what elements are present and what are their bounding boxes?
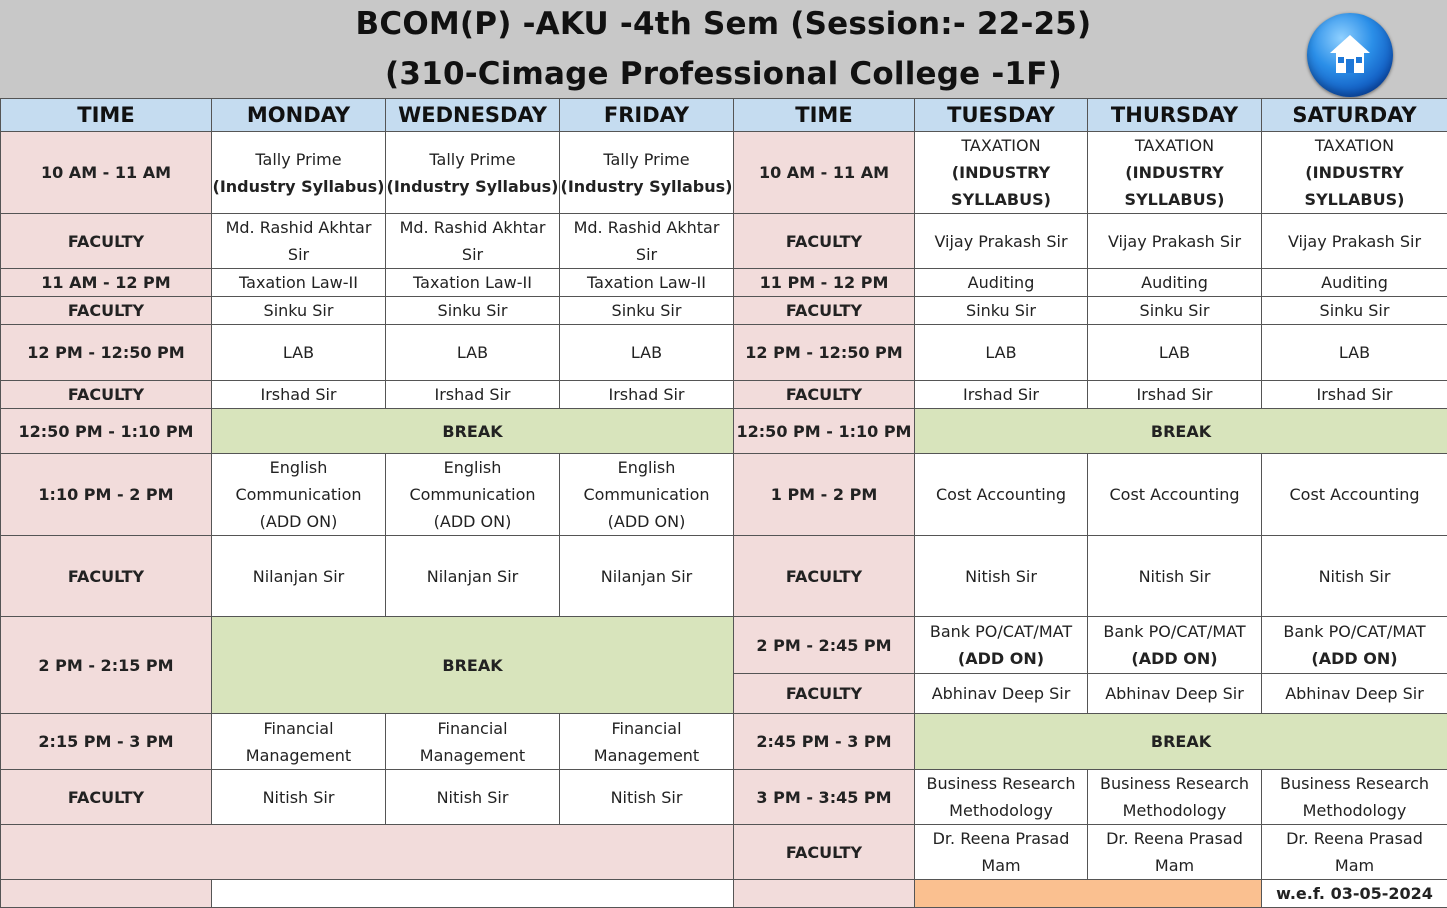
time-cell: 2 PM - 2:15 PM <box>1 617 212 714</box>
faculty-cell: Abhinav Deep Sir <box>1262 674 1447 714</box>
faculty-cell: Irshad Sir <box>212 381 386 409</box>
faculty-cell: Dr. Reena Prasad Mam <box>1088 825 1262 880</box>
subject-cell: LAB <box>1262 325 1447 381</box>
faculty-label: FACULTY <box>734 214 915 269</box>
faculty-label: FACULTY <box>734 674 915 714</box>
time-cell: 11 PM - 12 PM <box>734 269 915 297</box>
col-header-time: TIME <box>1 99 212 132</box>
faculty-cell: Irshad Sir <box>560 381 734 409</box>
col-header-time-right: TIME <box>734 99 915 132</box>
faculty-cell: Irshad Sir <box>1262 381 1447 409</box>
time-cell: 12 PM - 12:50 PM <box>1 325 212 381</box>
time-cell: 12:50 PM - 1:10 PM <box>734 409 915 454</box>
subject-cell: LAB <box>1088 325 1262 381</box>
subject-cell: TAXATION (INDUSTRY SYLLABUS) <box>1088 132 1262 214</box>
subject-cell: Financial Management <box>386 714 560 770</box>
faculty-cell: Sinku Sir <box>212 297 386 325</box>
col-header-tuesday: TUESDAY <box>915 99 1088 132</box>
faculty-cell: Abhinav Deep Sir <box>915 674 1088 714</box>
subject-cell: Tally Prime (Industry Syllabus) <box>560 132 734 214</box>
column-header-row <box>1 99 1447 132</box>
faculty-cell: Nitish Sir <box>1262 536 1447 617</box>
time-cell: 2:45 PM - 3 PM <box>734 714 915 770</box>
subject-cell: Auditing <box>1262 269 1447 297</box>
subject-cell: Taxation Law-II <box>560 269 734 297</box>
subject-cell: Bank PO/CAT/MAT (ADD ON) <box>1262 617 1447 674</box>
time-cell: 2:15 PM - 3 PM <box>1 714 212 770</box>
faculty-label: FACULTY <box>1 536 212 617</box>
subject-cell: Tally Prime (Industry Syllabus) <box>386 132 560 214</box>
page-header <box>0 0 1447 99</box>
col-header-monday: MONDAY <box>212 99 386 132</box>
faculty-cell: Vijay Prakash Sir <box>915 214 1088 269</box>
col-header-wednesday: WEDNESDAY <box>386 99 560 132</box>
faculty-cell: Dr. Reena Prasad Mam <box>1262 825 1447 880</box>
subject-cell: Auditing <box>915 269 1088 297</box>
faculty-cell: Irshad Sir <box>1088 381 1262 409</box>
page-title: BCOM(P) -AKU -4th Sem (Session:- 22-25) <box>0 6 1447 42</box>
faculty-label: FACULTY <box>1 297 212 325</box>
empty-cell <box>915 880 1262 908</box>
faculty-label: FACULTY <box>734 825 915 880</box>
col-header-saturday: SATURDAY <box>1262 99 1447 132</box>
faculty-cell: Abhinav Deep Sir <box>1088 674 1262 714</box>
empty-cell <box>1 825 734 880</box>
home-icon <box>1327 31 1373 77</box>
faculty-cell: Nitish Sir <box>560 770 734 825</box>
subject-cell: Business Research Methodology <box>1262 770 1447 825</box>
time-cell: 12:50 PM - 1:10 PM <box>1 409 212 454</box>
subject-cell: Business Research Methodology <box>1088 770 1262 825</box>
faculty-label: FACULTY <box>1 214 212 269</box>
faculty-cell: Sinku Sir <box>1088 297 1262 325</box>
subject-cell: LAB <box>560 325 734 381</box>
subject-cell: Financial Management <box>560 714 734 770</box>
faculty-cell: Nitish Sir <box>1088 536 1262 617</box>
faculty-cell: Sinku Sir <box>1262 297 1447 325</box>
faculty-cell: Md. Rashid Akhtar Sir <box>212 214 386 269</box>
empty-cell <box>734 880 915 908</box>
subject-cell: English Communication (ADD ON) <box>212 454 386 536</box>
faculty-cell: Sinku Sir <box>386 297 560 325</box>
subject-cell: Financial Management <box>212 714 386 770</box>
empty-cell <box>1 880 212 908</box>
time-cell: 2 PM - 2:45 PM <box>734 617 915 674</box>
break-cell: BREAK <box>212 617 734 714</box>
faculty-cell: Nilanjan Sir <box>386 536 560 617</box>
subject-cell: LAB <box>386 325 560 381</box>
subject-cell: Business Research Methodology <box>915 770 1088 825</box>
faculty-cell: Irshad Sir <box>915 381 1088 409</box>
faculty-cell: Irshad Sir <box>386 381 560 409</box>
subject-cell: Cost Accounting <box>1088 454 1262 536</box>
col-header-friday: FRIDAY <box>560 99 734 132</box>
break-cell: BREAK <box>915 409 1447 454</box>
faculty-cell: Nilanjan Sir <box>560 536 734 617</box>
subject-cell: Auditing <box>1088 269 1262 297</box>
faculty-cell: Sinku Sir <box>915 297 1088 325</box>
subject-cell: Tally Prime (Industry Syllabus) <box>212 132 386 214</box>
time-cell: 11 AM - 12 PM <box>1 269 212 297</box>
faculty-cell: Nilanjan Sir <box>212 536 386 617</box>
faculty-cell: Nitish Sir <box>915 536 1088 617</box>
faculty-cell: Vijay Prakash Sir <box>1262 214 1447 269</box>
home-button[interactable] <box>1307 13 1393 97</box>
faculty-label: FACULTY <box>1 381 212 409</box>
empty-cell <box>212 880 734 908</box>
time-cell: 1 PM - 2 PM <box>734 454 915 536</box>
page-subtitle: (310-Cimage Professional College -1F) <box>0 56 1447 92</box>
faculty-cell: Md. Rashid Akhtar Sir <box>386 214 560 269</box>
time-cell: 1:10 PM - 2 PM <box>1 454 212 536</box>
faculty-label: FACULTY <box>734 297 915 325</box>
subject-cell: TAXATION (INDUSTRY SYLLABUS) <box>1262 132 1447 214</box>
subject-cell: Bank PO/CAT/MAT (ADD ON) <box>1088 617 1262 674</box>
subject-cell: Bank PO/CAT/MAT (ADD ON) <box>915 617 1088 674</box>
faculty-label: FACULTY <box>734 381 915 409</box>
faculty-cell: Nitish Sir <box>386 770 560 825</box>
subject-cell: TAXATION (INDUSTRY SYLLABUS) <box>915 132 1088 214</box>
time-cell: 10 AM - 11 AM <box>734 132 915 214</box>
subject-cell: Taxation Law-II <box>386 269 560 297</box>
subject-cell: Cost Accounting <box>915 454 1088 536</box>
faculty-cell: Sinku Sir <box>560 297 734 325</box>
col-header-thursday: THURSDAY <box>1088 99 1262 132</box>
effective-date: w.e.f. 03-05-2024 <box>1262 880 1447 908</box>
subject-cell: LAB <box>915 325 1088 381</box>
faculty-cell: Nitish Sir <box>212 770 386 825</box>
time-cell: 12 PM - 12:50 PM <box>734 325 915 381</box>
time-cell: 10 AM - 11 AM <box>1 132 212 214</box>
break-cell: BREAK <box>915 714 1447 770</box>
time-cell: 3 PM - 3:45 PM <box>734 770 915 825</box>
timetable <box>0 98 1447 908</box>
faculty-cell: Vijay Prakash Sir <box>1088 214 1262 269</box>
break-cell: BREAK <box>212 409 734 454</box>
subject-cell: English Communication (ADD ON) <box>386 454 560 536</box>
subject-cell: English Communication (ADD ON) <box>560 454 734 536</box>
subject-cell: Taxation Law-II <box>212 269 386 297</box>
faculty-label: FACULTY <box>734 536 915 617</box>
subject-cell: LAB <box>212 325 386 381</box>
faculty-label: FACULTY <box>1 770 212 825</box>
faculty-cell: Dr. Reena Prasad Mam <box>915 825 1088 880</box>
subject-cell: Cost Accounting <box>1262 454 1447 536</box>
faculty-cell: Md. Rashid Akhtar Sir <box>560 214 734 269</box>
